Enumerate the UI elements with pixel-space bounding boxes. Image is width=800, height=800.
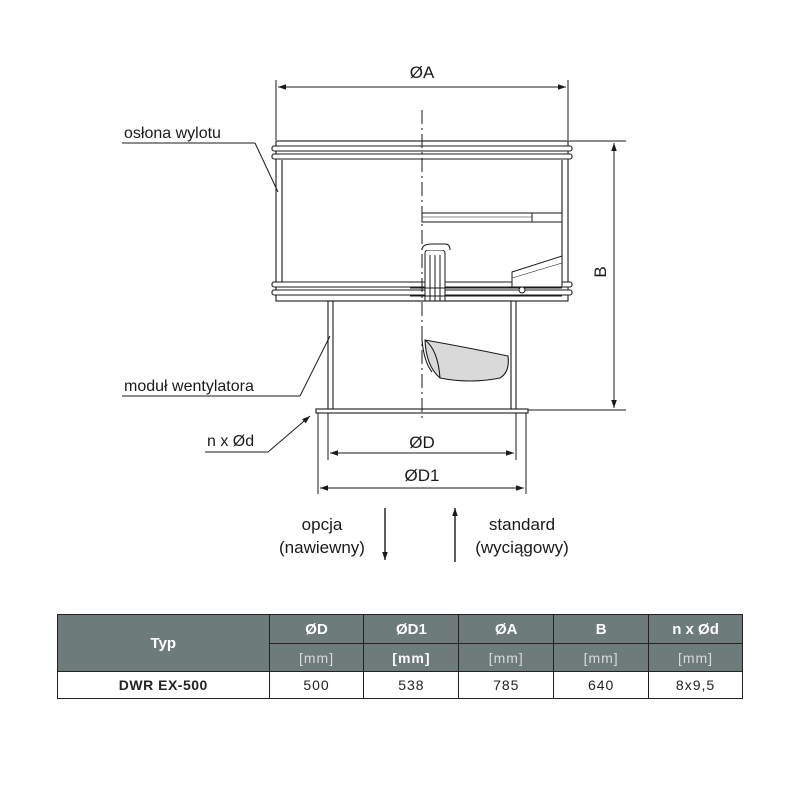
standard-label-line1: standard (488, 515, 556, 534)
fan-module-label: moduł wentylatora (124, 378, 254, 395)
row-value-b: 640 (554, 672, 649, 699)
option-label-line1: opcja (301, 515, 343, 534)
outlet-cover-leader (122, 143, 278, 192)
row-name: DWR EX-500 (58, 672, 270, 699)
row-value-a: 785 (459, 672, 554, 699)
unit-d: [mm] (269, 644, 364, 672)
table-row (58, 672, 743, 699)
dimension-b-label: B (591, 266, 610, 278)
row-value-d1: 538 (364, 672, 459, 699)
header-b: B (554, 615, 649, 644)
unit-d1: [mm] (364, 644, 459, 672)
option-label-line2: (nawiewny) (279, 538, 365, 557)
unit-holes: [mm] (649, 644, 743, 672)
header-holes: n x Ød (649, 615, 743, 644)
dimension-d-label: ØD (409, 433, 435, 452)
dimension-d1-label: ØD1 (404, 466, 440, 485)
outlet-cover-label: osłona wylotu (124, 125, 221, 142)
header-type: Typ (58, 615, 270, 672)
standard-label-line2: (wyciągowy) (475, 538, 569, 557)
row-value-holes: 8x9,5 (649, 672, 743, 699)
holes-label: n x Ød (207, 433, 255, 450)
header-a: ØA (459, 615, 554, 644)
spec-table (57, 614, 743, 699)
unit-a: [mm] (459, 644, 554, 672)
dimension-a-label: ØA (409, 63, 435, 82)
header-d1: ØD1 (364, 615, 459, 644)
row-value-d: 500 (269, 672, 364, 699)
header-d: ØD (269, 615, 364, 644)
unit-b: [mm] (554, 644, 649, 672)
